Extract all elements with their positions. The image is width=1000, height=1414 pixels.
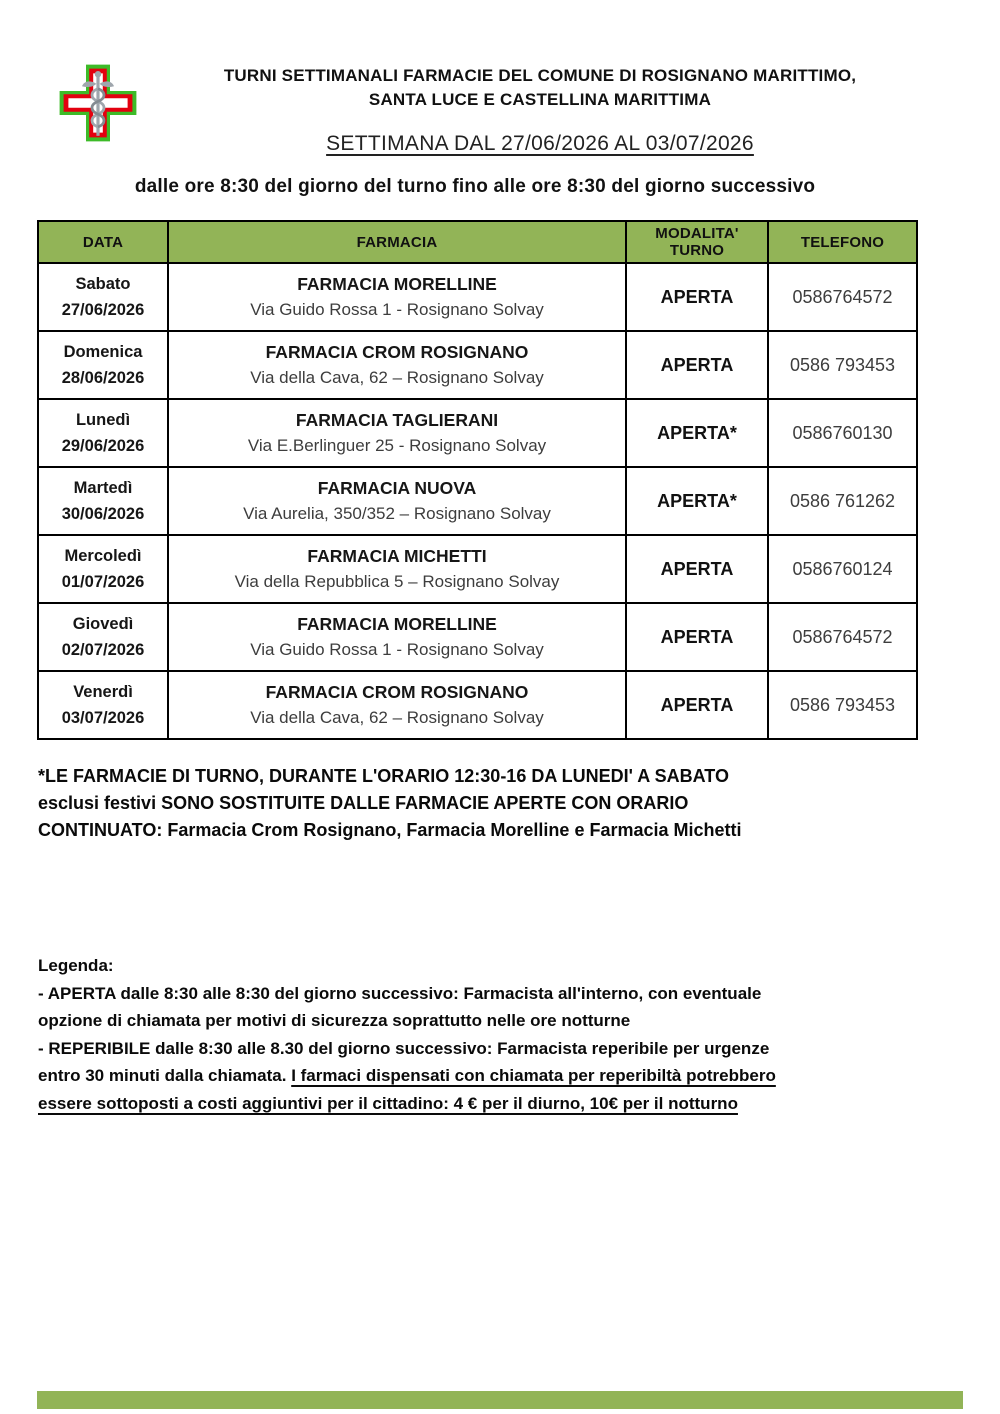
pharmacy-cross-icon bbox=[58, 60, 138, 146]
day-name: Mercoledì bbox=[64, 547, 142, 565]
pharmacy-address: Via E.Berlinguer 25 - Rosignano Solvay bbox=[247, 436, 547, 455]
legend-reperibile-line2-underlined: I farmaci dispensati con chiamata per reperibiltà potrebbero bbox=[291, 1066, 776, 1085]
footnote-line3: CONTINUATO: Farmacia Crom Rosignano, Farmacia Morelline e Farmacia Michetti bbox=[38, 820, 742, 840]
pharmacy-shift-table bbox=[37, 220, 918, 740]
date-value: 03/07/2026 bbox=[61, 709, 145, 727]
page-title-line1: TURNI SETTIMANALI FARMACIE DEL COMUNE DI ROSIGNANO MARITTIMO, bbox=[223, 66, 857, 85]
pharmacy-address: Via della Cava, 62 – Rosignano Solvay bbox=[250, 368, 544, 387]
shift-hours-tagline: dalle ore 8:30 del giorno del turno fino alle ore 8:30 del giorno successivo bbox=[134, 176, 816, 197]
day-name: Domenica bbox=[63, 343, 143, 361]
pharmacy-address: Via della Repubblica 5 – Rosignano Solvay bbox=[234, 572, 560, 591]
table-row bbox=[38, 263, 917, 331]
page-title-line2: SANTA LUCE E CASTELLINA MARITTIMA bbox=[368, 90, 712, 109]
shift-mode-cell: APERTA bbox=[626, 331, 768, 399]
phone-cell: 0586 793453 bbox=[768, 671, 917, 739]
date-value: 01/07/2026 bbox=[61, 573, 145, 591]
substitution-footnote bbox=[38, 763, 742, 844]
column-header-modalita-turno: MODALITA' TURNO bbox=[626, 221, 768, 263]
pharmacy-name: FARMACIA CROM ROSIGNANO bbox=[265, 682, 529, 702]
pharmacy-address: Via Guido Rossa 1 - Rosignano Solvay bbox=[250, 300, 544, 319]
table-row bbox=[38, 671, 917, 739]
phone-cell: 0586760124 bbox=[768, 535, 917, 603]
day-name: Martedì bbox=[73, 479, 133, 497]
week-subtitle: SETTIMANA DAL 27/06/2026 AL 03/07/2026 bbox=[326, 132, 754, 155]
day-name: Lunedì bbox=[75, 411, 131, 429]
date-cell bbox=[38, 399, 168, 467]
pharmacy-name: FARMACIA NUOVA bbox=[317, 478, 477, 498]
legend bbox=[38, 952, 776, 1117]
pharmacy-name: FARMACIA CROM ROSIGNANO bbox=[265, 342, 529, 362]
legend-reperibile-line3-underlined: essere sottoposti a costi aggiuntivi per il cittadino: 4 € per il diurno, 10€ per il notturno bbox=[38, 1093, 738, 1113]
pharmacy-cell bbox=[168, 331, 626, 399]
pharmacy-cell bbox=[168, 671, 626, 739]
pharmacy-address: Via Aurelia, 350/352 – Rosignano Solvay bbox=[243, 504, 551, 523]
date-value: 29/06/2026 bbox=[61, 437, 145, 455]
date-value: 30/06/2026 bbox=[61, 505, 145, 523]
date-cell bbox=[38, 535, 168, 603]
legend-heading: Legenda: bbox=[38, 956, 114, 975]
shift-mode-cell: APERTA* bbox=[626, 467, 768, 535]
pharmacy-address: Via della Cava, 62 – Rosignano Solvay bbox=[250, 708, 544, 727]
legend-aperta-line1: - APERTA dalle 8:30 alle 8:30 del giorno successivo: Farmacista all'interno, con eventuale bbox=[38, 983, 762, 1003]
table-header-row bbox=[38, 221, 917, 263]
legend-reperibile-line1: - REPERIBILE dalle 8:30 alle 8.30 del giorno successivo: Farmacista reperibile per urgenze bbox=[38, 1038, 770, 1058]
date-cell bbox=[38, 603, 168, 671]
day-name: Sabato bbox=[75, 275, 131, 293]
table-row bbox=[38, 535, 917, 603]
legend-reperibile-line2-plain: entro 30 minuti dalla chiamata. bbox=[38, 1066, 292, 1085]
footnote-line2: esclusi festivi SONO SOSTITUITE DALLE FARMACIE APERTE CON ORARIO bbox=[38, 793, 689, 813]
legend-aperta-line2: opzione di chiamata per motivi di sicurezza soprattutto nelle ore notturne bbox=[38, 1011, 631, 1030]
shift-mode-cell: APERTA bbox=[626, 671, 768, 739]
phone-cell: 0586764572 bbox=[768, 603, 917, 671]
pharmacy-name: FARMACIA TAGLIERANI bbox=[295, 410, 499, 430]
phone-cell: 0586760130 bbox=[768, 399, 917, 467]
pharmacy-cell bbox=[168, 603, 626, 671]
pharmacy-cell bbox=[168, 535, 626, 603]
column-header-telefono: TELEFONO bbox=[768, 221, 917, 263]
pharmacy-address: Via Guido Rossa 1 - Rosignano Solvay bbox=[250, 640, 544, 659]
day-name: Giovedì bbox=[72, 615, 134, 633]
table-row bbox=[38, 467, 917, 535]
day-name: Venerdì bbox=[73, 683, 133, 701]
shift-mode-cell: APERTA bbox=[626, 603, 768, 671]
shift-mode-cell: APERTA bbox=[626, 535, 768, 603]
phone-cell: 0586764572 bbox=[768, 263, 917, 331]
date-value: 27/06/2026 bbox=[61, 301, 145, 319]
shift-mode-cell: APERTA* bbox=[626, 399, 768, 467]
date-cell bbox=[38, 671, 168, 739]
phone-cell: 0586 793453 bbox=[768, 331, 917, 399]
pharmacy-name: FARMACIA MICHETTI bbox=[307, 546, 487, 566]
footer-green-bar bbox=[37, 1391, 963, 1409]
pharmacy-cell bbox=[168, 263, 626, 331]
column-header-data: DATA bbox=[38, 221, 168, 263]
legend-reperibile-line2 bbox=[38, 1062, 776, 1090]
date-cell bbox=[38, 467, 168, 535]
pharmacy-cell bbox=[168, 467, 626, 535]
table-row bbox=[38, 399, 917, 467]
pharmacy-name: FARMACIA MORELLINE bbox=[297, 614, 497, 634]
column-header-farmacia: FARMACIA bbox=[168, 221, 626, 263]
date-value: 28/06/2026 bbox=[61, 369, 145, 387]
header bbox=[140, 64, 940, 156]
pharmacy-name: FARMACIA MORELLINE bbox=[297, 274, 497, 294]
pharmacy-cell bbox=[168, 399, 626, 467]
table-row bbox=[38, 603, 917, 671]
date-cell bbox=[38, 263, 168, 331]
table-row bbox=[38, 331, 917, 399]
date-cell bbox=[38, 331, 168, 399]
phone-cell: 0586 761262 bbox=[768, 467, 917, 535]
footnote-line1: *LE FARMACIE DI TURNO, DURANTE L'ORARIO 12:30-16 DA LUNEDI' A SABATO bbox=[38, 766, 729, 786]
date-value: 02/07/2026 bbox=[61, 641, 145, 659]
shift-mode-cell: APERTA bbox=[626, 263, 768, 331]
